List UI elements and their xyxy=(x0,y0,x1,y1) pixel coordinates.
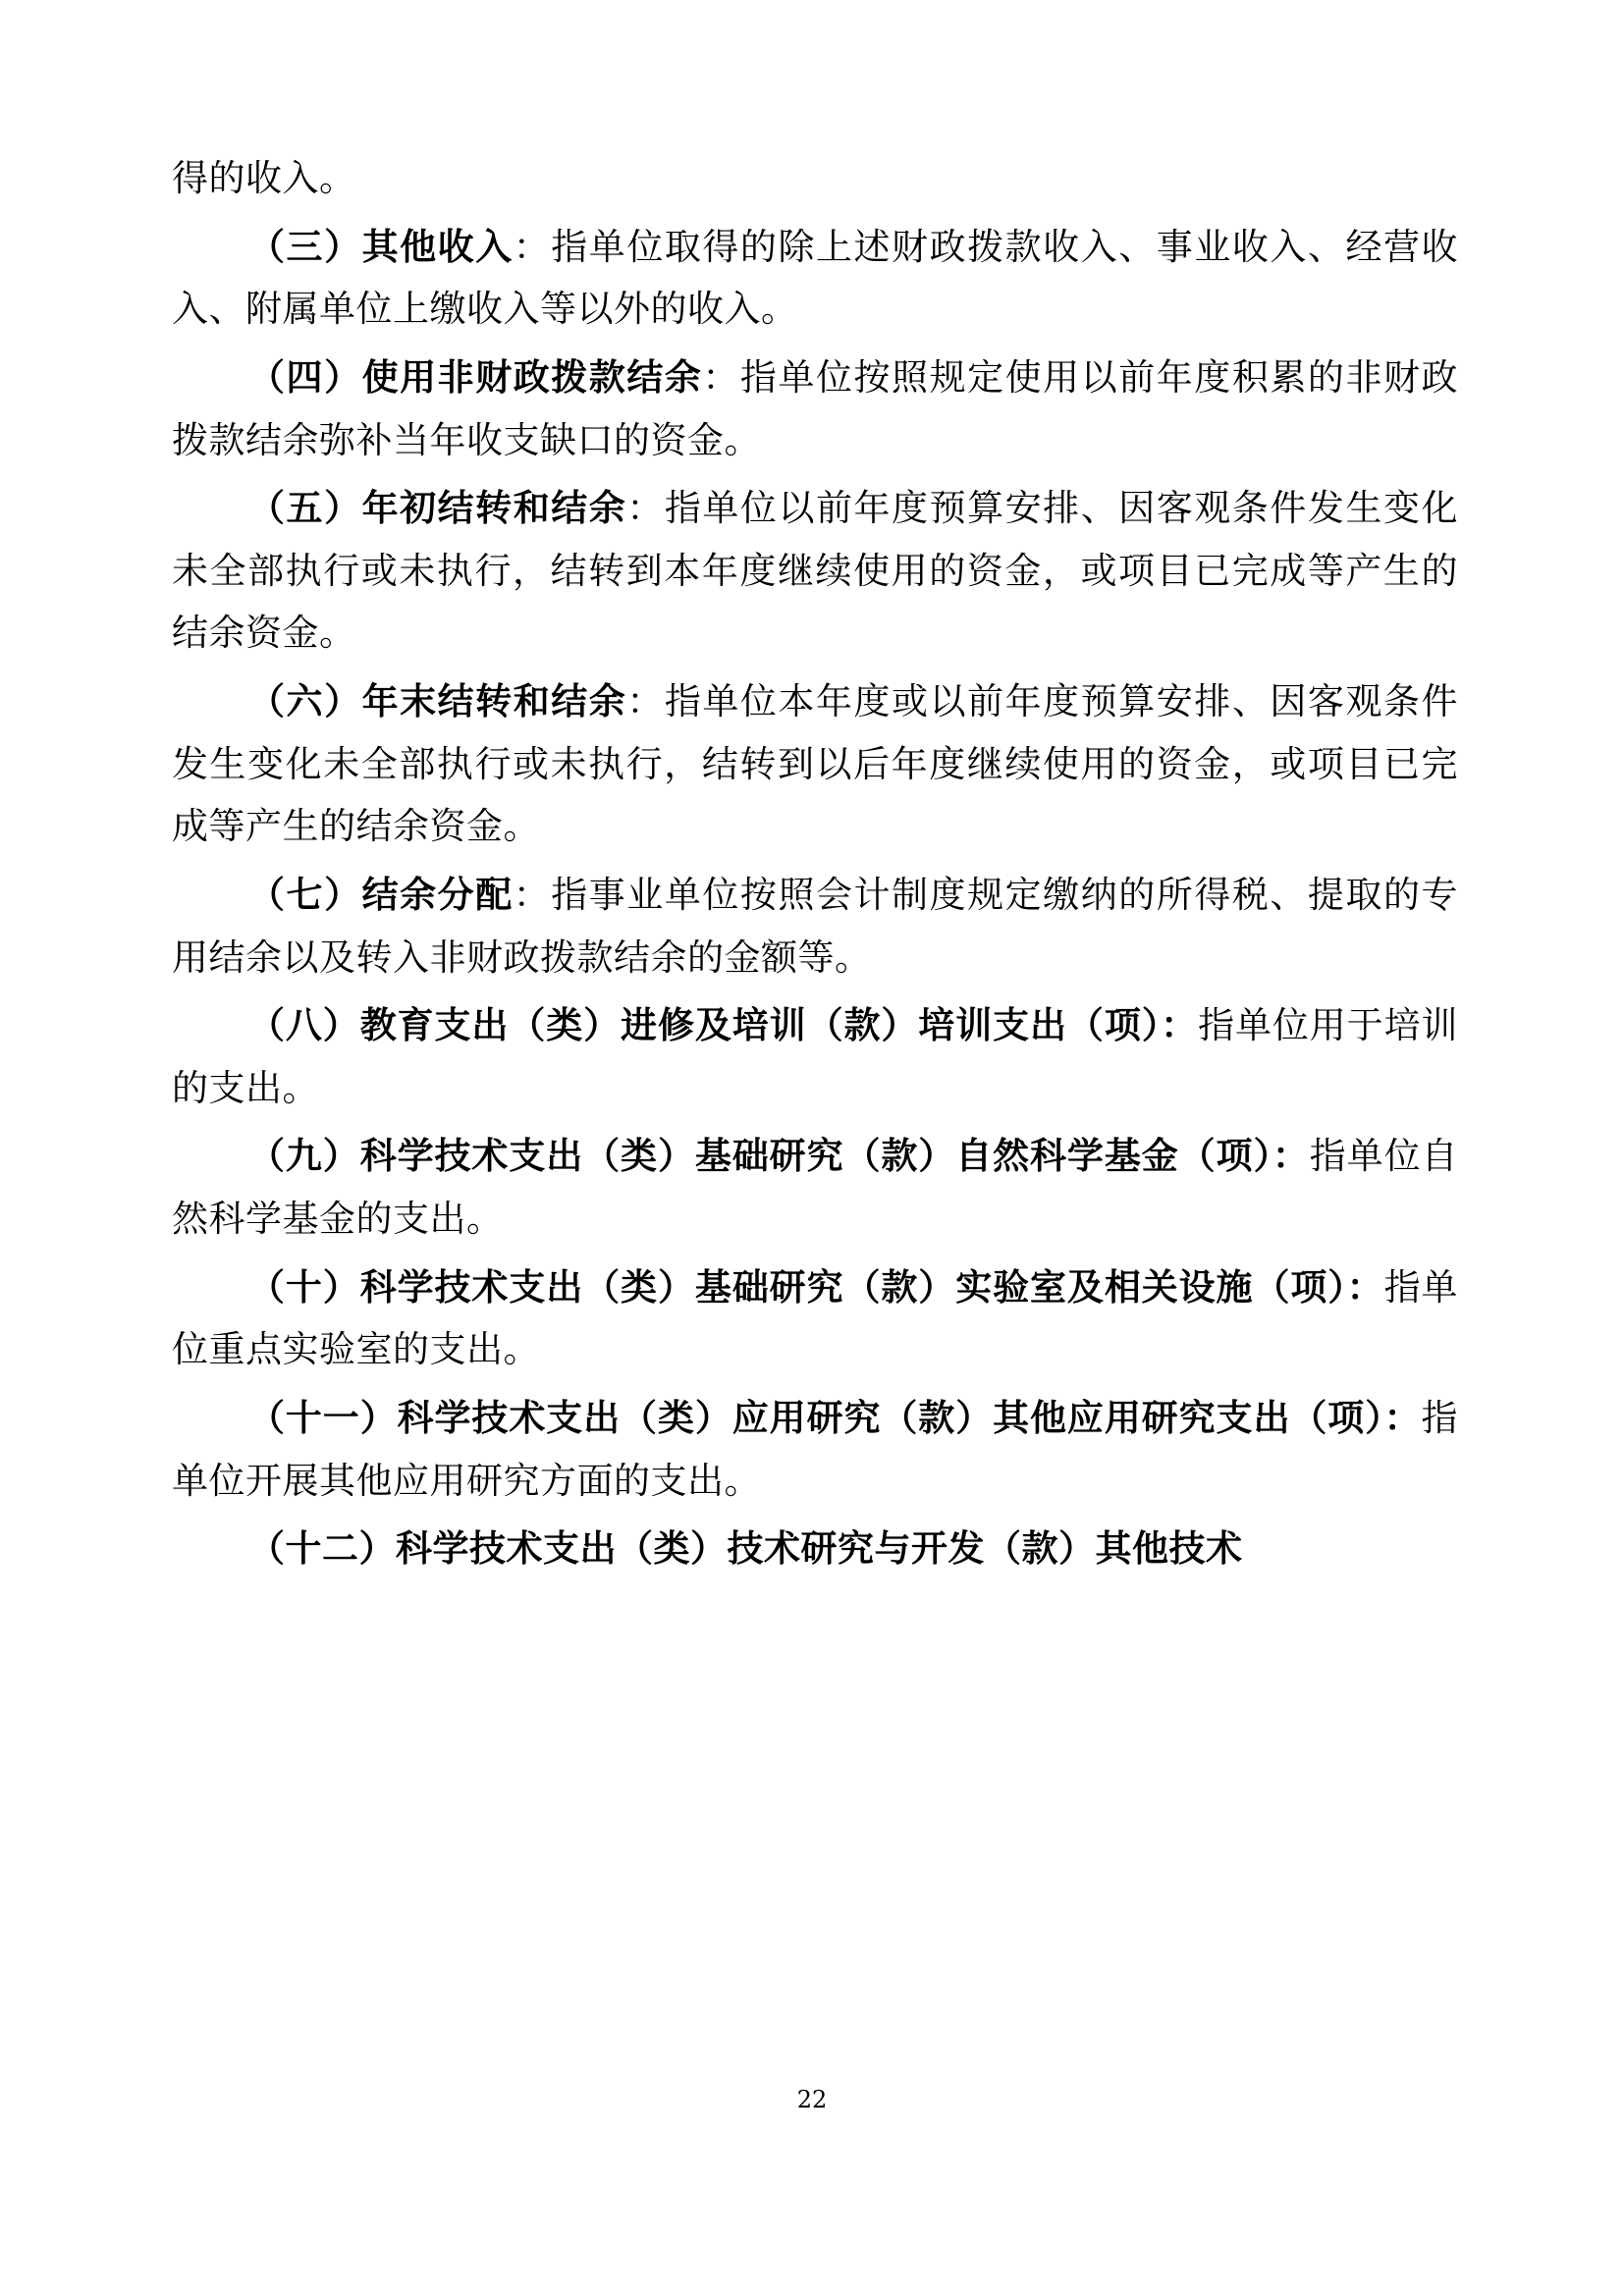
paragraph xyxy=(172,216,1458,341)
document-body xyxy=(172,147,1458,1580)
paragraph xyxy=(172,670,1458,858)
paragraph xyxy=(172,994,1458,1119)
paragraph-term: （四）使用非财政拨款结余 xyxy=(248,354,703,399)
paragraph-text: ：指单位取得的除上述财政拨款收入、事业收入、经营收入、附属单位上缴收入等以外的收入。 xyxy=(172,225,1459,331)
paragraph-text: 得的收入。 xyxy=(172,157,356,199)
paragraph-term: （九）科学技术支出（类）基础研究（款）自然科学基金（项）： xyxy=(248,1134,1310,1178)
paragraph-text: 指单位自然科学基金的支出。 xyxy=(172,1135,1458,1240)
paragraph-text: ：指单位按照规定使用以前年度积累的非财政拨款结余弥补当年收支缺口的资金。 xyxy=(172,355,1459,461)
paragraph-term: （五）年初结转和结余 xyxy=(248,486,627,530)
paragraph xyxy=(172,477,1458,665)
paragraph xyxy=(172,147,1458,210)
page-number: 22 xyxy=(796,2086,828,2113)
paragraph-term: （六）年末结转和结余 xyxy=(248,679,627,722)
paragraph-term: （三）其他收入 xyxy=(248,224,514,268)
paragraph xyxy=(172,1125,1458,1250)
paragraph-text: ：指单位本年度或以前年度预算安排、因客观条件发生变化未全部执行或未执行，结转到以后年度继续使用的资金，或项目已完成等产生的结余资金。 xyxy=(172,680,1459,848)
paragraph xyxy=(172,1256,1458,1381)
paragraph xyxy=(172,347,1458,471)
paragraph-text: 指单位重点实验室的支出。 xyxy=(172,1265,1458,1371)
paragraph xyxy=(172,1518,1458,1580)
paragraph-text: 指单位用于培训的支出。 xyxy=(172,1004,1458,1109)
paragraph-term: （十）科学技术支出（类）基础研究（款）实验室及相关设施（项）： xyxy=(248,1264,1384,1308)
paragraph-term: （十一）科学技术支出（类）应用研究（款）其他应用研究支出（项）： xyxy=(248,1395,1422,1439)
paragraph-text: ：指单位以前年度预算安排、因客观条件发生变化未全部执行或未执行，结转到本年度继续使用的资金，或项目已完成等产生的结余资金。 xyxy=(172,487,1459,655)
paragraph-text: ：指事业单位按照会计制度规定缴纳的所得税、提取的专用结余以及转入非财政拨款结余的金额等。 xyxy=(172,873,1459,979)
paragraph xyxy=(172,1387,1458,1512)
paragraph xyxy=(172,864,1458,988)
paragraph-term: （十二）科学技术支出（类）技术研究与开发（款）其他技术 xyxy=(248,1526,1243,1571)
paragraph-text: 指单位开展其他应用研究方面的支出。 xyxy=(172,1396,1458,1502)
paragraph-term: （七）结余分配 xyxy=(248,872,514,916)
paragraph-term: （八）教育支出（类）进修及培训（款）培训支出（项）： xyxy=(248,1003,1199,1047)
